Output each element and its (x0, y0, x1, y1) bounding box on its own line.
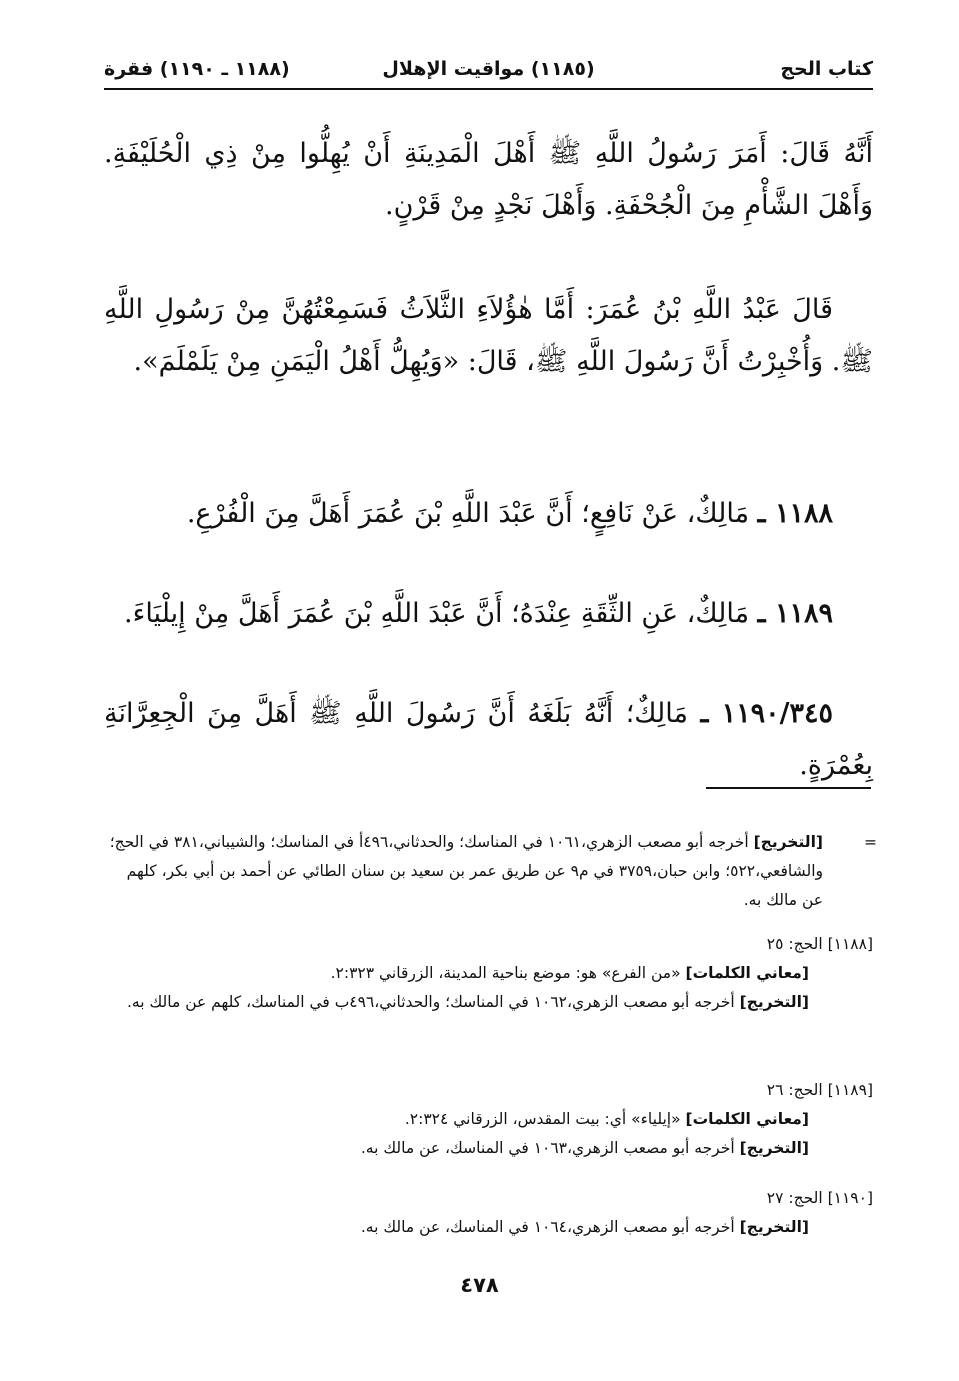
footnote-tag: [معاني الكلمات] (685, 1110, 809, 1128)
footnote-text: أخرجه أبو مصعب الزهري،١٠٦١ في المناسك؛ والحدثاني،٤٩٦أ في المناسك؛ والشيباني،٣٨١ في الحج؛ والشافعي،٥٢٢؛ وابن حبان،٣٧٥٩ في م٩ عن طريق عمر بن سعيد بن سنان الطائي عن أحمد بن أبي بكر، كلهم عن مالك به. (109, 833, 823, 909)
running-header (104, 52, 873, 90)
footnote-ref: [١١٨٨] الحج: ٢٥ (766, 935, 873, 953)
hadith-1188 (104, 488, 873, 540)
chapter-title: (١١٨٥) مواقيت الإهلال (382, 58, 595, 80)
footnote-tag: [معاني الكلمات] (685, 964, 809, 982)
hadith-number: ١١٨٩ ـ (757, 598, 833, 629)
footnote-separator (706, 787, 871, 789)
hadith-1189 (104, 588, 873, 640)
footnote-text: أخرجه أبو مصعب الزهري،١٠٦٣ في المناسك، عن مالك به. (360, 1139, 735, 1157)
hadith-number: ١١٨٨ ـ (757, 498, 833, 529)
ibn-umar-statement (104, 284, 873, 388)
hadith-continuation (104, 128, 873, 232)
footnote-1190 (104, 1184, 873, 1242)
footnote-ref: [١١٩٠] الحج: ٢٧ (766, 1189, 873, 1207)
footnote-text: أخرجه أبو مصعب الزهري،١٠٦٤ في المناسك، عن مالك به. (360, 1218, 735, 1236)
hadith-text: قَالَ عَبْدُ اللَّهِ بْنُ عُمَرَ: أَمَّا هٰؤُلاَءِ الثَّلاَثُ فَسَمِعْتُهُنَّ مِنْ رَسُولِ اللَّهِ ﷺ. وَأُخْبِرْتُ أَنَّ رَسُولَ اللَّهِ ﷺ، قَالَ: «وَيُهِلُّ أَهْلُ الْيَمَنِ مِنْ يَلَمْلَمَ». (104, 294, 873, 377)
footnote-tag: [التخريج] (739, 1139, 809, 1157)
footnote-text: «إيلياء» أي: بيت المقدس، الزرقاني ٢:٣٢٤. (404, 1110, 681, 1128)
footnote-continuation (104, 828, 877, 915)
footnote-text: «من الفرع» هو: موضع بناحية المدينة، الزرقاني ٢:٣٢٣. (330, 964, 681, 982)
footnote-1189 (104, 1076, 873, 1163)
footnote-ref: [١١٨٩] الحج: ٢٦ (766, 1081, 873, 1099)
page-number: ٤٧٨ (460, 1273, 499, 1297)
hadith-1190 (104, 688, 873, 792)
book-title: كتاب الحج (780, 58, 873, 80)
footnote-1188 (104, 930, 873, 1017)
footnote-tag: [التخريج] (753, 833, 823, 851)
continuation-mark: = (864, 833, 877, 851)
hadith-text: مَالِكٌ؛ أَنَّهُ بَلَغَهُ أَنَّ رَسُولَ اللَّهِ ﷺ أَهَلَّ مِنَ الْجِعِرَّانَةِ بِعُمْرَةٍ. (104, 698, 873, 781)
footnote-tag: [التخريج] (739, 1218, 809, 1236)
paragraph-range: (١١٨٨ ـ ١١٩٠) فقرة (104, 58, 290, 80)
hadith-text: مَالِكٌ، عَنِ الثِّقَةِ عِنْدَهُ؛ أَنَّ عَبْدَ اللَّهِ بْنَ عُمَرَ أَهَلَّ مِنْ إِيلْيَاءَ. (124, 598, 750, 629)
hadith-text: مَالِكٌ، عَنْ نَافِعٍ؛ أَنَّ عَبْدَ اللَّهِ بْنَ عُمَرَ أَهَلَّ مِنَ الْفُرْعِ. (186, 498, 750, 529)
hadith-text: أَنَّهُ قَالَ: أَمَرَ رَسُولُ اللَّهِ ﷺ أَهْلَ الْمَدِينَةِ أَنْ يُهِلُّوا مِنْ ذِي الْحُلَيْفَةِ. وَأَهْلَ الشَّأْمِ مِنَ الْجُحْفَةِ. وَأَهْلَ نَجْدٍ مِنْ قَرْنٍ. (104, 138, 873, 221)
footnote-tag: [التخريج] (739, 993, 809, 1011)
hadith-number: ١١٩٠/٣٤٥ ـ (700, 698, 834, 729)
footnote-text: أخرجه أبو مصعب الزهري،١٠٦٢ في المناسك؛ والحدثاني،٤٩٦ب في المناسك، كلهم عن مالك به. (126, 993, 735, 1011)
